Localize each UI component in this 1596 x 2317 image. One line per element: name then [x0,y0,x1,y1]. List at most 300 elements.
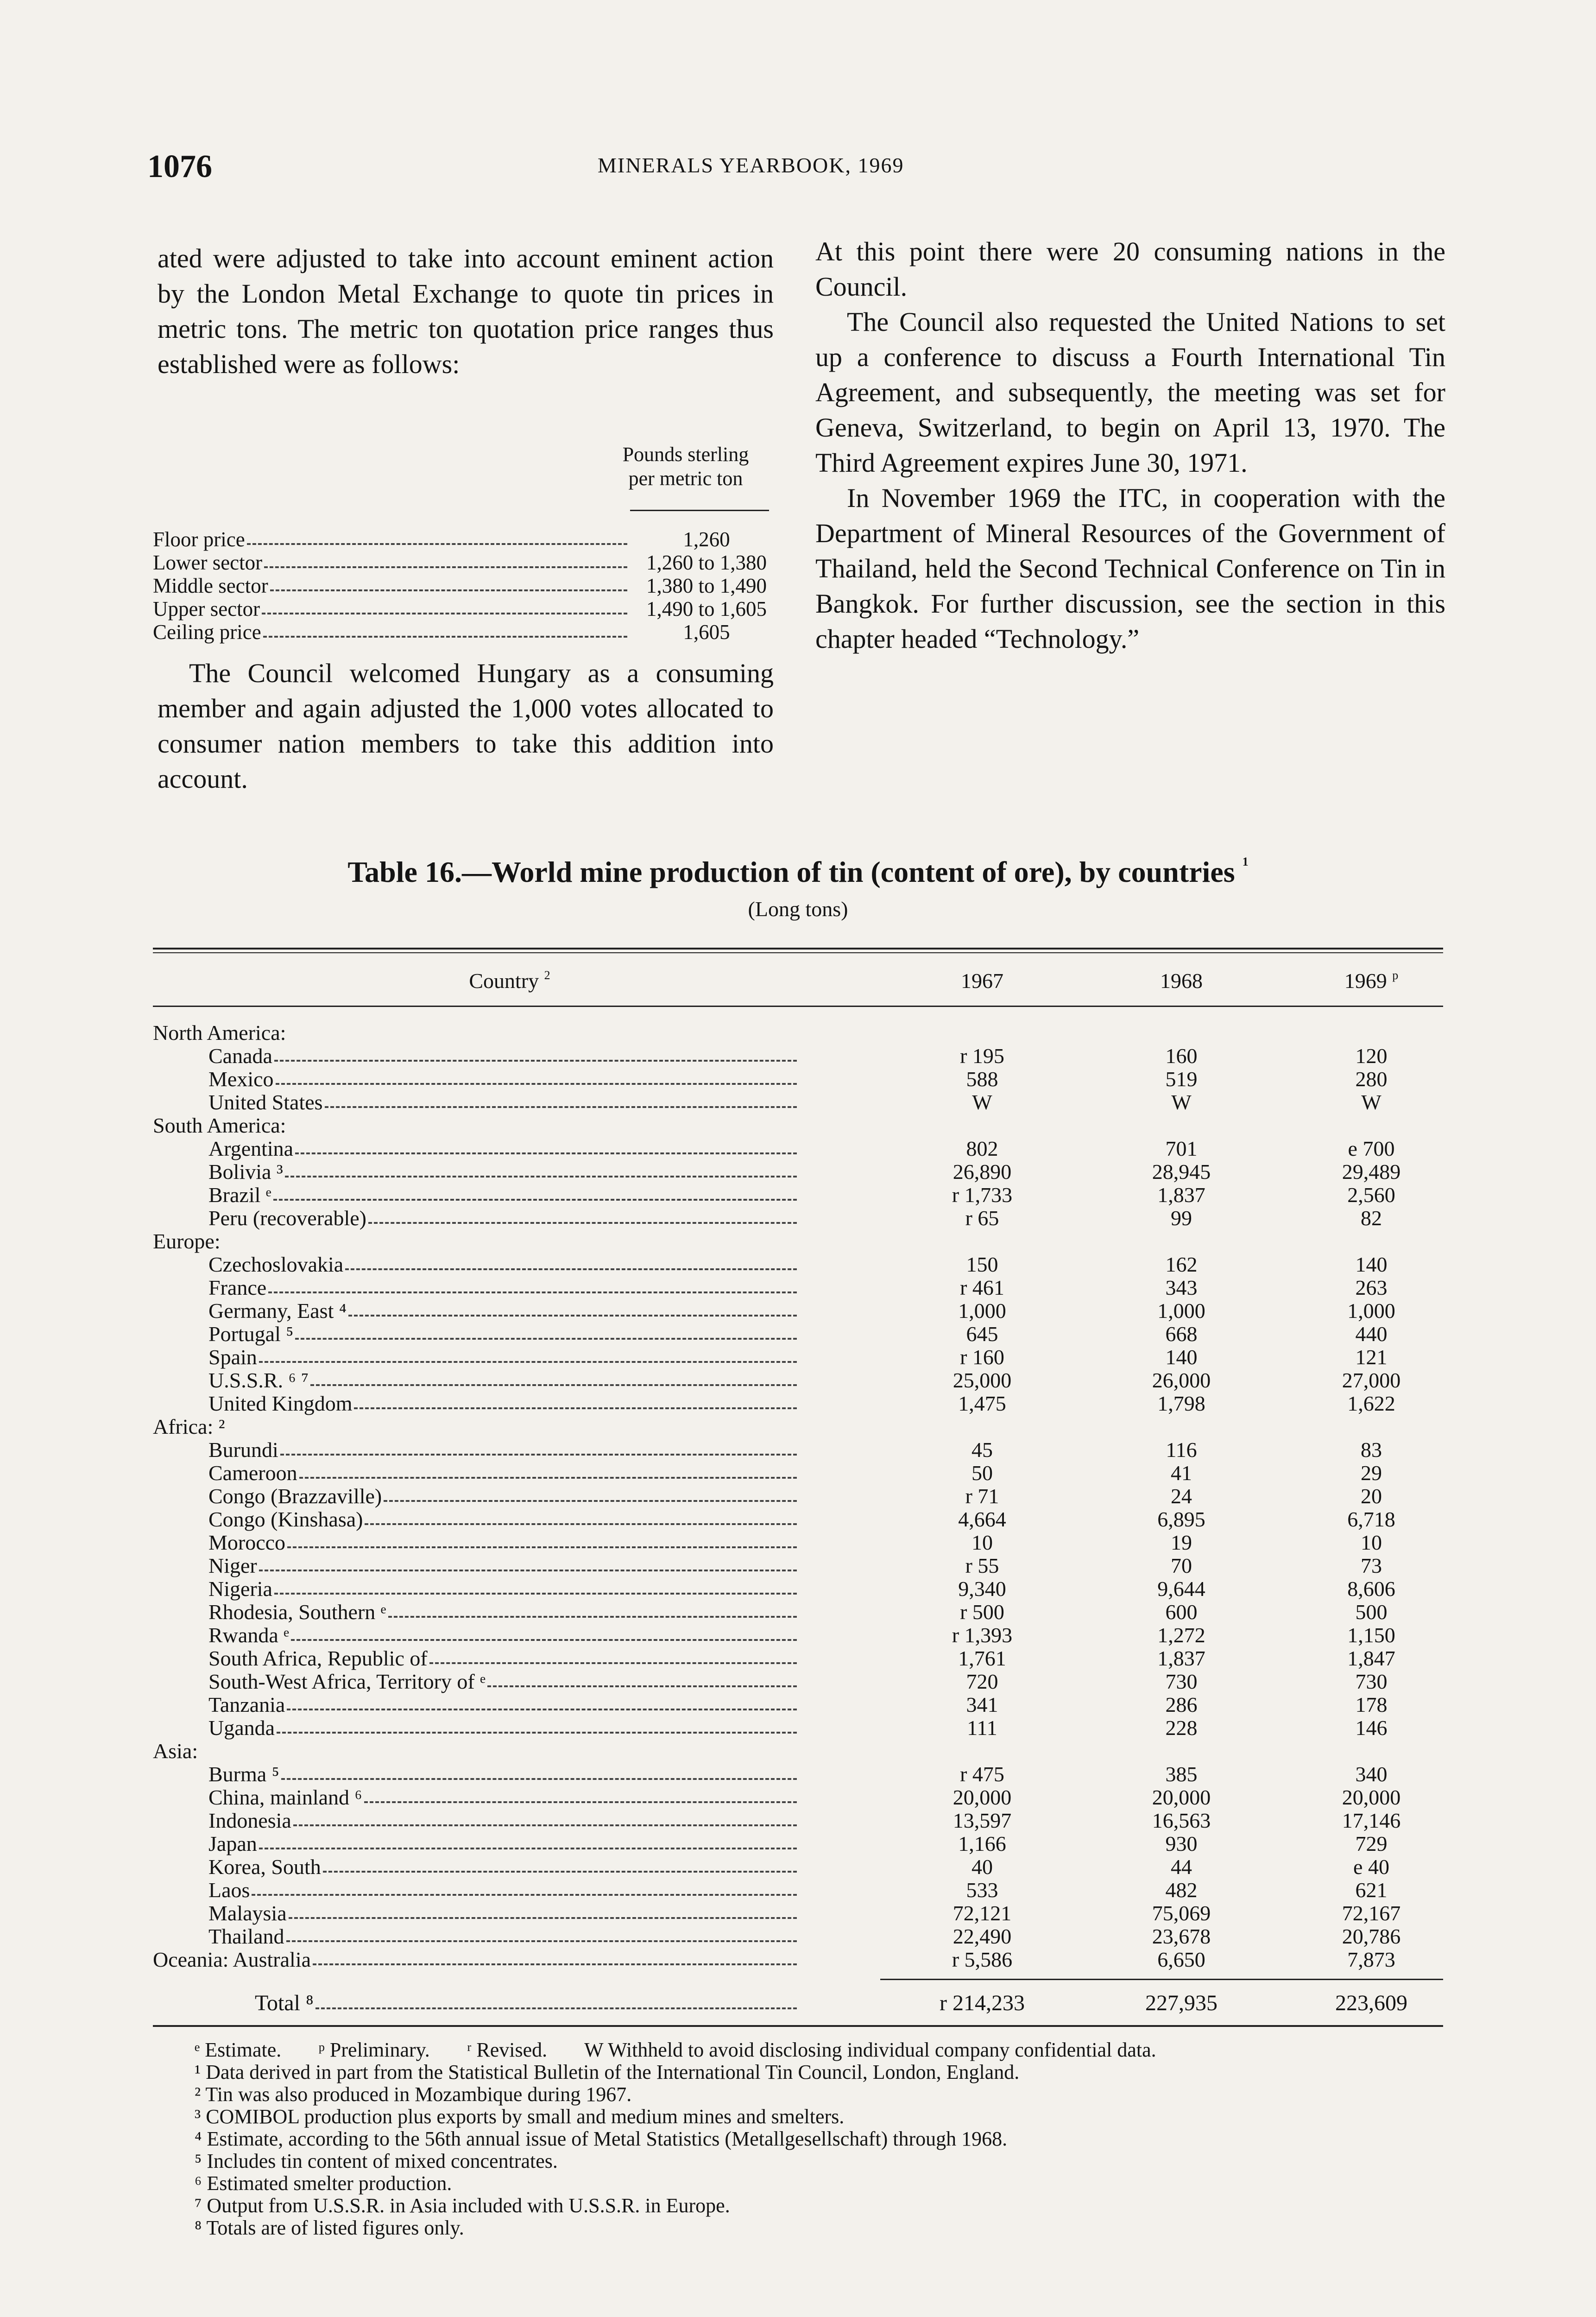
country-cell [208,1253,848,1277]
country-cell [208,1462,848,1485]
country-name: Africa: ² [153,1415,225,1438]
value-1967: r 195 [960,1044,1004,1068]
value-1969: 83 [1361,1438,1382,1462]
value-1967: r 55 [965,1554,999,1577]
value-1968: 16,563 [1152,1809,1211,1832]
value-1968: 23,678 [1152,1925,1211,1948]
total-rule [880,1979,1443,1980]
table-row [153,1856,1441,1879]
country-name: Niger [208,1554,257,1577]
row-leader [286,1940,797,1942]
country-name: U.S.S.R. ⁶ ⁷ [208,1368,309,1392]
value-1967: 111 [967,1716,997,1740]
country-cell [208,1555,848,1578]
price-label: Floor price [153,528,245,551]
value-1967: 588 [966,1067,998,1091]
value-1967: 10 [971,1531,993,1554]
value-1967: r 5,586 [952,1948,1013,1971]
country-name: Rwanda ᵉ [208,1623,290,1647]
value-1968: 44 [1171,1855,1192,1879]
country-cell [208,1369,848,1393]
total-1967: r 214,233 [940,1991,1025,2015]
header-1969-ref: p [1392,969,1399,982]
table-row [153,1045,1441,1068]
country-cell [208,1902,848,1925]
footnote-item: ⁵ Includes tin content of mixed concentrates. [195,2150,558,2172]
country-name: Germany, East ⁴ [208,1299,347,1323]
country-cell [208,1393,848,1416]
table-row [153,1091,1441,1114]
country-cell [208,1671,848,1694]
value-1969: 72,167 [1342,1901,1401,1925]
value-1968: 1,000 [1157,1299,1205,1323]
value-1969: 1,847 [1347,1646,1395,1670]
country-name: Mexico [208,1067,274,1091]
table-row [153,1810,1441,1833]
row-leader [364,1801,797,1803]
left-column-lower [158,656,774,797]
country-name: Oceania: Australia [153,1948,311,1971]
price-leader [262,613,627,614]
price-leader [263,636,627,638]
value-1969: 730 [1355,1670,1388,1693]
header-1968: 1968 [1160,969,1203,993]
footnote-item: ² Tin was also produced in Mozambique during 1967. [195,2083,632,2106]
total-1969: 223,609 [1335,1991,1407,2015]
value-1967: 1,166 [958,1832,1006,1855]
country-cell [208,1856,848,1879]
country-cell [153,1230,848,1253]
country-cell [208,1578,848,1601]
value-1967: 533 [966,1878,998,1902]
row-leader [274,1593,797,1595]
total-row [153,1988,1441,2016]
row-leader [287,1546,797,1548]
table-row [153,1253,1441,1277]
value-1969: 280 [1355,1067,1388,1091]
value-1967: 40 [971,1855,993,1879]
value-1968: 6,650 [1157,1948,1205,1971]
price-label: Middle sector [153,574,268,597]
value-1968: 24 [1171,1484,1192,1508]
value-1968: 28,945 [1152,1160,1211,1184]
value-1967: r 65 [965,1206,999,1230]
country-name: Burma ⁵ [208,1762,279,1786]
country-name: Brazil ᵉ [208,1183,271,1207]
country-cell [208,1138,848,1161]
country-cell [153,1949,848,1972]
value-1967: 1,000 [958,1299,1006,1323]
price-row [153,575,783,598]
country-cell [208,1763,848,1786]
table-top-rule [153,948,1443,950]
table-row [153,1601,1441,1624]
row-leader [259,1361,797,1363]
country-name: South America: [153,1114,286,1137]
country-cell [153,1740,848,1763]
value-1968: 286 [1165,1693,1198,1716]
country-cell [208,1532,848,1555]
price-table-header [588,443,783,491]
country-cell [153,1114,848,1138]
header-bottom-rule [153,1006,1443,1007]
value-1969: e 700 [1348,1137,1395,1160]
value-1969: 120 [1355,1044,1388,1068]
value-1967: 341 [966,1693,998,1716]
price-value: 1,605 [683,620,730,644]
value-1969: 10 [1361,1531,1382,1554]
value-1968: 600 [1165,1600,1198,1624]
value-1969: 621 [1355,1878,1388,1902]
country-cell [208,1810,848,1833]
total-leader [315,2007,797,2009]
table-row [153,1879,1441,1902]
table-row [153,1323,1441,1346]
value-1969: e 40 [1353,1855,1389,1879]
price-value: 1,490 to 1,605 [646,597,767,620]
value-1969: 440 [1355,1322,1388,1346]
table-row [153,1230,1441,1253]
row-leader [289,1917,797,1919]
table-row [153,1022,1441,1045]
country-cell [153,1416,848,1439]
table-row [153,1555,1441,1578]
value-1969: 1,150 [1347,1623,1395,1647]
country-name: Korea, South [208,1855,321,1879]
country-cell [208,1068,848,1091]
price-leader [264,566,627,568]
country-cell [208,1323,848,1346]
legend-revised: ʳ Revised. [467,2038,548,2061]
header-1969 [1283,969,1459,993]
row-leader [287,1709,797,1710]
value-1967: r 475 [960,1762,1004,1786]
country-cell [208,1277,848,1300]
value-1967: 26,890 [953,1160,1012,1184]
value-1967: 1,475 [958,1392,1006,1415]
footnote-item: ⁴ Estimate, according to the 56th annual issue of Metal Statistics (Metallgesellschaft) through 1968. [195,2127,1008,2150]
value-1967: r 71 [965,1484,999,1508]
value-1968: 20,000 [1152,1785,1211,1809]
value-1968: 1,837 [1157,1646,1205,1670]
row-leader [487,1685,797,1687]
value-1968: 668 [1165,1322,1198,1346]
price-header-line-2: per metric ton [628,467,743,490]
right-paragraph-2: The Council also requested the United Nations to set up a conference to discuss a Fourth International Tin Agreement, and subsequently, the meeting was set for Geneva, Switzerland, to begin on April 13, 1970. The Third Agreement expires June 30, 1971. [815,307,1445,478]
country-name: South-West Africa, Territory of ᵉ [208,1670,486,1693]
value-1968: 140 [1165,1345,1198,1369]
country-name: Asia: [153,1739,198,1763]
country-cell [208,1694,848,1717]
table-row [153,1833,1441,1856]
value-1967: 9,340 [958,1577,1006,1601]
price-row [153,551,783,575]
footnote-item: ⁶ Estimated smelter production. [195,2172,452,2195]
value-1968: 343 [1165,1276,1198,1299]
row-leader [291,1639,797,1641]
table-top-rule-2 [153,952,1443,953]
value-1967: 720 [966,1670,998,1693]
value-1967: 45 [971,1438,993,1462]
country-name: Rhodesia, Southern ᵉ [208,1600,386,1624]
total-1968: 227,935 [1145,1991,1218,2015]
table-row [153,1508,1441,1532]
left-paragraph-1: ated were adjusted to take into account eminent action by the London Metal Exchange to quote tin prices in metric tons. The metric ton quotation price ranges thus established were as follows: [158,243,774,379]
country-name: Argentina [208,1137,294,1160]
running-title: MINERALS YEARBOOK, 1969 [598,153,904,177]
table-row [153,1532,1441,1555]
value-1969: 1,000 [1347,1299,1395,1323]
country-cell [208,1346,848,1369]
table-bottom-rule [153,2025,1443,2027]
value-1967: 72,121 [953,1901,1012,1925]
page-number: 1076 [147,149,212,184]
value-1967: r 500 [960,1600,1004,1624]
value-1969: 8,606 [1347,1577,1395,1601]
table-title [0,855,1596,889]
value-1969: 17,146 [1342,1809,1401,1832]
value-1968: 99 [1171,1206,1192,1230]
country-cell [208,1091,848,1114]
table-row [153,1300,1441,1323]
price-label: Lower sector [153,551,263,574]
country-name: Burundi [208,1438,278,1462]
row-leader [273,1199,797,1201]
header-country-ref: 2 [544,969,550,982]
country-cell [208,1601,848,1624]
price-header-line-1: Pounds sterling [622,443,749,466]
value-1968: W [1171,1090,1192,1114]
country-name: Spain [208,1345,257,1369]
row-leader [354,1407,797,1409]
row-leader [384,1500,797,1502]
value-1969: 82 [1361,1206,1382,1230]
footnote-item: ¹ Data derived in part from the Statistical Bulletin of the International Tin Council, London, England. [195,2061,1020,2083]
right-paragraph-3: In November 1969 the ITC, in cooperation with the Department of Mineral Resources of the Government of Thailand, held the Second Technical Conference on Tin in Bangkok. For further discussion, see the section in this chapter headed “Technology.” [815,483,1445,654]
table-row [153,1138,1441,1161]
value-1969: 27,000 [1342,1368,1401,1392]
legend-estimate: ᵉ Estimate. [195,2038,282,2061]
table-row [153,1393,1441,1416]
country-cell [208,1045,848,1068]
row-leader [277,1732,797,1734]
value-1968: 1,837 [1157,1183,1205,1207]
row-leader [293,1824,797,1826]
value-1969: 20,000 [1342,1785,1401,1809]
left-column [158,241,774,382]
value-1968: 6,895 [1157,1507,1205,1531]
table-row [153,1647,1441,1671]
value-1967: 13,597 [953,1809,1012,1832]
price-label: Ceiling price [153,620,261,644]
table-row [153,1624,1441,1647]
country-name: Laos [208,1878,250,1902]
value-1969: 121 [1355,1345,1388,1369]
row-leader [295,1338,797,1340]
value-1969: W [1361,1090,1382,1114]
country-cell [208,1647,848,1671]
price-row [153,598,783,621]
value-1968: 730 [1165,1670,1198,1693]
value-1969: 29,489 [1342,1160,1401,1184]
value-1967: 150 [966,1253,998,1276]
value-1968: 75,069 [1152,1901,1211,1925]
country-cell [208,1833,848,1856]
value-1967: 1,761 [958,1646,1006,1670]
country-cell [208,1207,848,1230]
value-1968: 9,644 [1157,1577,1205,1601]
row-leader [274,1060,797,1062]
table-row [153,1068,1441,1091]
country-cell [153,1022,848,1045]
row-leader [259,1570,797,1571]
table-row [153,1671,1441,1694]
value-1967: 645 [966,1322,998,1346]
table-row [153,1207,1441,1230]
value-1969: 20,786 [1342,1925,1401,1948]
legend-withheld: W Withheld to avoid disclosing individual company confidential data. [584,2038,1156,2061]
row-leader [368,1222,797,1224]
price-row [153,528,783,551]
row-leader [365,1523,797,1525]
value-1968: 1,798 [1157,1392,1205,1415]
legend-line [195,2039,1455,2061]
value-1967: 4,664 [958,1507,1006,1531]
value-1969: 140 [1355,1253,1388,1276]
total-label: Total ⁸ [255,1991,314,2015]
value-1969: 729 [1355,1832,1388,1855]
value-1968: 162 [1165,1253,1198,1276]
table-row [153,1925,1441,1949]
row-leader [429,1662,797,1664]
footnote-item: ⁷ Output from U.S.S.R. in Asia included with U.S.S.R. in Europe. [195,2194,730,2217]
footnote-item: ⁸ Totals are of listed figures only. [195,2216,464,2239]
right-paragraph-1: At this point there were 20 consuming nations in the Council. [815,236,1445,302]
value-1967: 802 [966,1137,998,1160]
country-cell [208,1624,848,1647]
table-row [153,1184,1441,1207]
row-leader [388,1616,797,1618]
table-row [153,1740,1441,1763]
country-name: United Kingdom [208,1392,353,1415]
value-1969: 263 [1355,1276,1388,1299]
table-row [153,1717,1441,1740]
table-row [153,1439,1441,1462]
total-label-cell [255,1988,848,2016]
header-1967: 1967 [961,969,1003,993]
value-1969: 500 [1355,1600,1388,1624]
value-1969: 6,718 [1347,1507,1395,1531]
country-name: Japan [208,1832,257,1855]
country-name: Thailand [208,1925,284,1948]
value-1968: 385 [1165,1762,1198,1786]
country-name: Cameroon [208,1461,297,1485]
price-row [153,621,783,644]
value-1967: r 1,393 [952,1623,1013,1647]
country-name: United States [208,1090,323,1114]
table-unit: (Long tons) [748,897,848,921]
country-name: Portugal ⁵ [208,1322,294,1346]
price-label: Upper sector [153,597,260,620]
country-name: Indonesia [208,1809,291,1832]
row-leader [285,1176,797,1177]
header-country [371,969,649,993]
footnote-list [195,2061,1455,2239]
value-1968: 116 [1166,1438,1197,1462]
value-1969: 146 [1355,1716,1388,1740]
value-1967: r 461 [960,1276,1004,1299]
country-cell [208,1717,848,1740]
table-body [153,1022,1441,1972]
price-value: 1,260 to 1,380 [646,551,767,574]
country-name: China, mainland ⁶ [208,1785,362,1809]
price-value: 1,380 to 1,490 [646,574,767,597]
row-leader [276,1083,797,1085]
value-1967: 25,000 [953,1368,1012,1392]
country-cell [208,1925,848,1949]
row-leader [295,1152,797,1154]
table-row [153,1902,1441,1925]
country-cell [208,1161,848,1184]
value-1969: 2,560 [1347,1183,1395,1207]
table-row [153,1369,1441,1393]
value-1969: 178 [1355,1693,1388,1716]
country-name: Europe: [153,1229,221,1253]
row-leader [348,1315,797,1317]
value-1969: 73 [1361,1554,1382,1577]
country-name: North America: [153,1021,286,1045]
value-1969: 20 [1361,1484,1382,1508]
row-leader [323,1871,797,1873]
value-1968: 519 [1165,1067,1198,1091]
table-row [153,1462,1441,1485]
country-name: Peru (recoverable) [208,1206,366,1230]
country-cell [208,1508,848,1532]
table-row [153,1114,1441,1138]
legend-preliminary: ᵖ Preliminary. [318,2038,430,2061]
country-cell [208,1300,848,1323]
value-1968: 70 [1171,1554,1192,1577]
row-leader [259,1848,797,1849]
table-row [153,1694,1441,1717]
price-value: 1,260 [683,528,730,551]
value-1969: 7,873 [1347,1948,1395,1971]
row-leader [252,1894,797,1896]
header-1969-text: 1969 [1344,969,1387,993]
country-name: Canada [208,1044,272,1068]
country-name: South Africa, Republic of [208,1646,428,1670]
row-leader [280,1454,797,1456]
right-column [815,234,1445,657]
table-title-text: Table 16.—World mine production of tin (content of ore), by countries [347,855,1235,888]
country-name: Congo (Brazzaville) [208,1484,382,1508]
value-1969: 340 [1355,1762,1388,1786]
value-1967: W [972,1090,992,1114]
header-country-text: Country [469,969,539,993]
table-title-ref: 1 [1242,855,1249,868]
value-1968: 1,272 [1157,1623,1205,1647]
value-1969: 1,622 [1347,1392,1395,1415]
row-leader [281,1778,797,1780]
country-name: Congo (Kinshasa) [208,1507,363,1531]
value-1968: 160 [1165,1044,1198,1068]
price-table [153,528,783,644]
value-1968: 482 [1165,1878,1198,1902]
row-leader [313,1963,797,1965]
table-row [153,1763,1441,1786]
price-leader [270,589,627,591]
value-1968: 228 [1165,1716,1198,1740]
